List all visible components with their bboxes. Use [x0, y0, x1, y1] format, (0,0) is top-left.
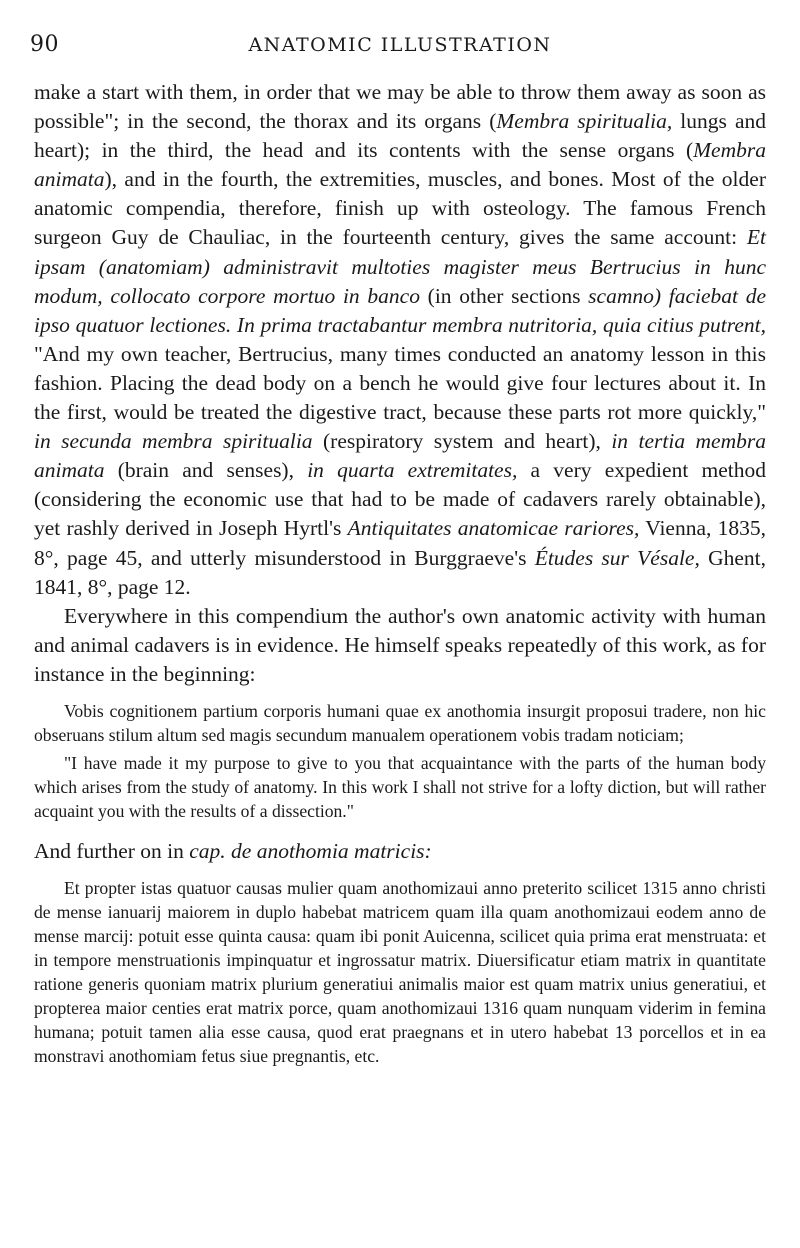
book-title: Études sur Vésale, [534, 545, 700, 570]
text-run: "And my own teacher, Bertrucius, many times conducted an anatomy lesson in this fashion. Placing the dead body on a bench he would give four lectures about it. In the first, would be treated the digestive tract, because these parts rot more quickly," [34, 341, 766, 425]
text-run: ), and in the fourth, the extremities, muscles, and bones. Most of the older anatomic compendia, therefore, finish up with osteology. The famous French surgeon Guy de Chauliac, in the fourteenth century, gives the same account: [34, 167, 766, 250]
text-run: (in other sections [419, 283, 589, 308]
text-run: Ghent, 1841, 8°, page 12. [34, 545, 766, 599]
paragraph-everywhere: Everywhere in this compendium the author's own anatomic activity with human and animal cadavers is in evidence. He himself speaks repeatedly of this work, as for instance in the beginning: [34, 603, 766, 686]
latin-quotation: in secunda membra spiritualia [34, 429, 313, 454]
latin-term: Membra spiritualia, [496, 109, 673, 134]
page-number: 90 [30, 32, 59, 57]
latin-quotation: Et ipsam (anatomiam) administravit multoties magister meus Bertrucius in hunc modum, collocato corpore mortuo in banco [34, 225, 766, 308]
book-title: Antiquitates anatomicae rariores, [347, 516, 640, 541]
text-run: And further on in [34, 838, 190, 863]
text-run: make a start with them, in order that we may be able to throw them away as soon as possible"; in the second, the thorax and its organs ( [34, 80, 766, 134]
chapter-reference: cap. de anothomia matricis: [189, 838, 432, 863]
text-run: a very expedient method (considering the economic use that had to be made of cadavers rarely obtainable), yet rashly derived in Joseph Hyrtl's [34, 458, 767, 541]
latin-quotation: scamno) faciebat de ipso quatuor lectiones. In prima tractabantur membra nutritoria, quia citius putrent, [34, 283, 767, 337]
text-run: (brain and senses), [104, 458, 308, 483]
paragraph-further [34, 837, 766, 866]
latin-quote-block: Vobis cognitionem partium corporis humani quae ex anothomia insurgit proposui tradere, non hic obseruans stilum altum sed magis secundum manualem operationem vobis tradam noticiam; [34, 700, 766, 745]
latin-quotation: in quarta extremitates, [307, 458, 518, 483]
english-quote-block: "I have made it my purpose to give to you that acquaintance with the parts of the human body which arises from the study of anatomy. In this work I shall not strive for a lofty diction, but will rather acquaint you with the results of a dissection." [34, 752, 766, 821]
latin-term: Membra animata [34, 138, 766, 192]
latin-quotation: in tertia membra animata [34, 429, 766, 483]
text-run: Vienna, 1835, 8°, page 45, and utterly misunderstood in Burggraeve's [34, 516, 767, 570]
latin-quote-matrix: Et propter istas quatuor causas mulier quam anothomizaui anno preterito scilicet 1315 anno christi de mense ianuarij maiorem in duplo habebat matricem quam illa quam anothomizaui eodem anno de mense marcij: potuit esse quinta causa: quam ibi ponit Auicenna, scilicet quia prima erat menstruata: et in tempore menstruationis impinquatur et ingrossatur matrix. Diuersificatur etiam matrix in quantitate ratione generis quoniam matrix plurium generatiui animalis maior est quam matrix unius generatiui, et propterea maior centies erat matrix porce, quam anothomizaui 1316 quam nunquam viderim in femina humana; potuit tamen alia esse causa, quod erat praegnans et in utero habebat 13 porcellos et in ea monstravi anothomiam fetus siue pregnantis, etc. [34, 878, 766, 1067]
paragraph-continuation [34, 78, 766, 602]
text-run: (respiratory system and heart), [312, 429, 612, 454]
text-run: lungs and heart); in the third, the head and its contents with the sense organs ( [34, 109, 766, 163]
running-title: ANATOMIC ILLUSTRATION [248, 34, 552, 56]
body-text [34, 78, 766, 1068]
